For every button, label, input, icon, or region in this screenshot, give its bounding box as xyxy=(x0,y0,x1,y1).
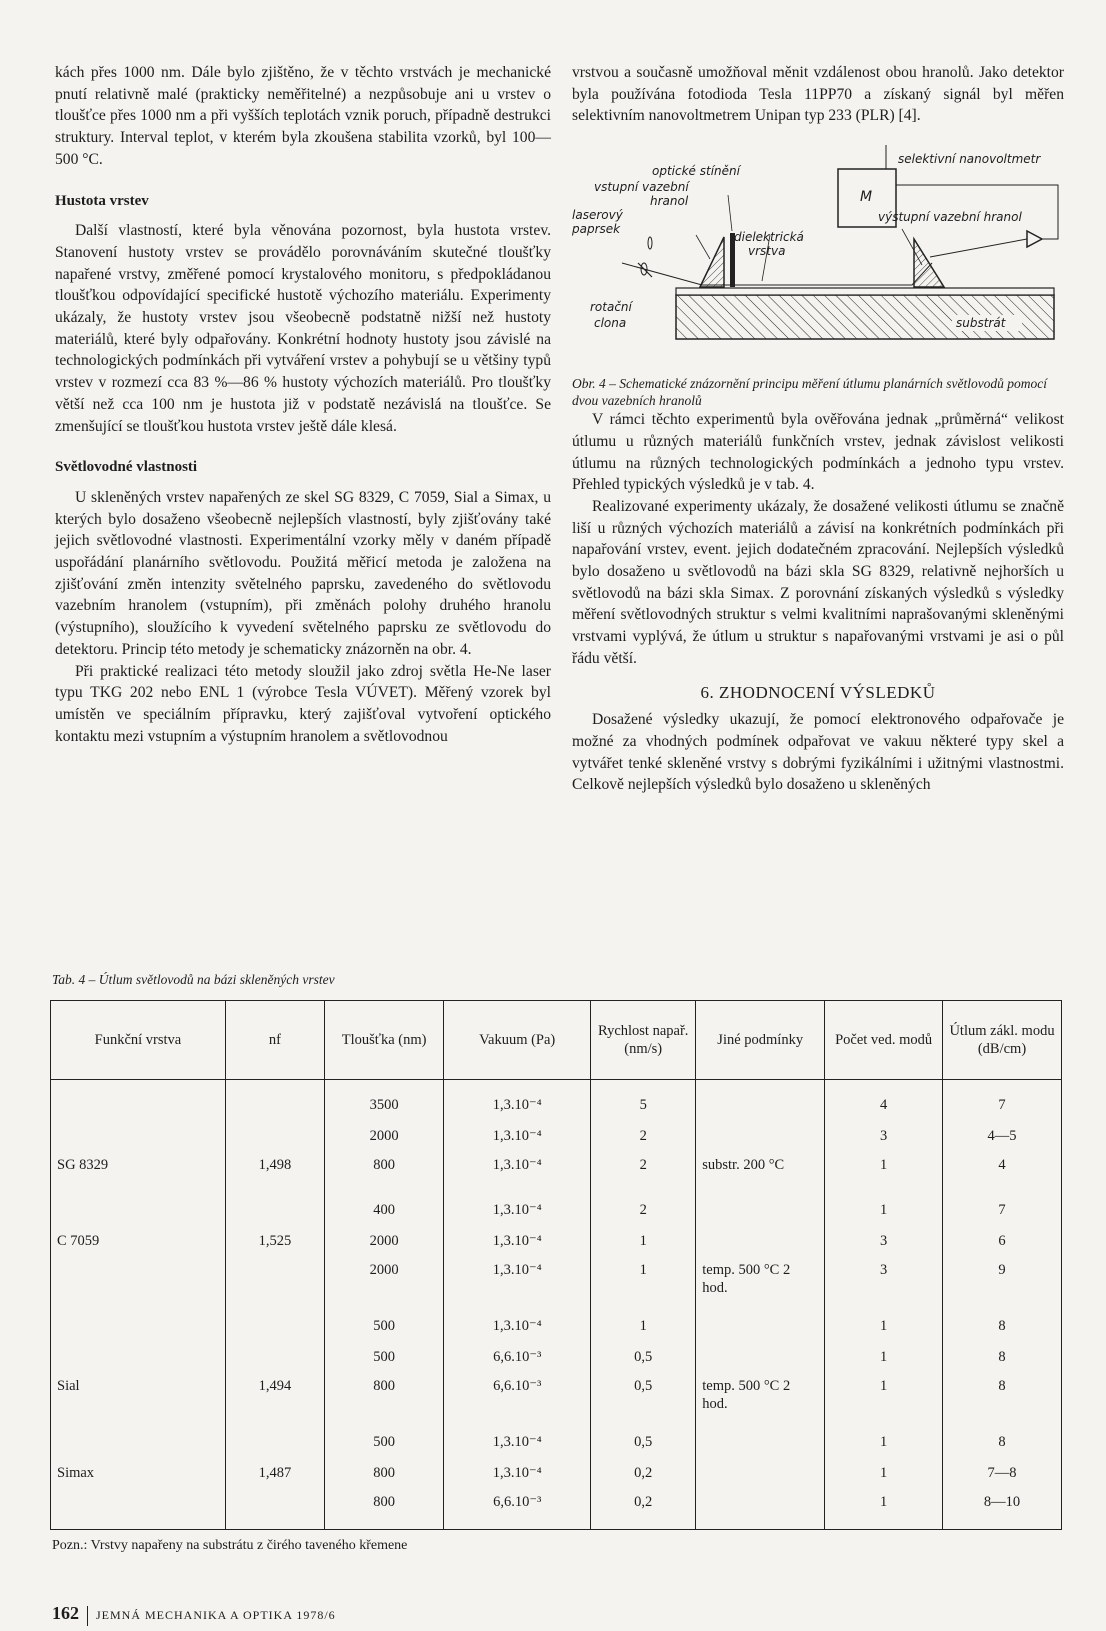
cell: 9 xyxy=(943,1261,1062,1301)
figure-caption: Obr. 4 – Schematické znázornění principu měření útlumu planárních světlovodů pomocí dvou vazebních hranolů xyxy=(572,376,1048,409)
paragraph: Další vlastností, které byla věnována pozornost, byla hustota vrstev. Stanovení hustoty vrstev se provádělo porovnáváním skutečné tloušťky napařené vrstvy, změřené pomocí krystalového monitoru, s předpokládanou tloušťkou odpovídající specifické hustotě výchozího materiálu. Experimenty ukázaly, že hustoty vrstev jsou všeobecně podstatně nižší než hustoty materiálů, které byly odpařovány. Konkrétní hodnoty hustoty jsou závislé na technologických podmínkách při vytváření vrstev a pohybují se u většiny typů vrstev v rozmezí cca 83 %—86 % hustoty výchozích materiálů. Pro tloušťky větší než cca 100 nm je hustota již v podstatě nezávislá na tloušťce. Se zmenšující se tloušťkou hustota vrstev ještě dále klesá. xyxy=(55,222,551,435)
cell: 8 xyxy=(943,1348,1062,1377)
output-prism xyxy=(914,239,944,287)
cell: 800 xyxy=(325,1377,444,1417)
cell: 1 xyxy=(825,1301,943,1348)
cell: 1 xyxy=(825,1464,943,1493)
right-column xyxy=(572,62,1064,796)
cell xyxy=(696,1348,825,1377)
paragraph: Realizované experimenty ukázaly, že dosažené velikosti útlumu se značně liší u různých výchozích materiálů a závisí na konkrétních podmínkách při napařování vrstev, event. jejich dodatečném zpracování. Nejlepších výsledků bylo dosaženo u světlovodů na bázi skla SG 8329, relativně nejhorších u světlovodů na bázi skla Simax. Z porovnání získaných výsledků s výsledky měření světlovodných struktur s velmi kvalitními naprašovanými skleněnými vrstvami vyplývá, že útlum u struktur s napařovanými vrstvami je asi o půl řádu větší. xyxy=(572,497,1064,667)
paragraph: kách přes 1000 nm. Dále bylo zjištěno, že v těchto vrstvách je mechanické pnutí relativně malé (prakticky neměřitelné) a nezpůsobuje ani u vrstev o tloušťce přes 1000 nm a při vyšších teplotách vznik poruch, případně destrukci struktury. Interval teplot, v kterém byla zkoušena stabilita vzorků, byl 100—500 °C. xyxy=(55,64,551,168)
label-input-prism: vstupní vazební xyxy=(594,180,689,195)
label-aperture: clona xyxy=(594,316,627,331)
label-m: M xyxy=(860,189,873,206)
table-header-row xyxy=(51,1001,1062,1080)
header-attenuation: Útlum zákl. modu (dB/cm) xyxy=(943,1001,1062,1080)
cell: 0,5 xyxy=(591,1348,696,1377)
cell: 7 xyxy=(943,1080,1062,1127)
cell: 8 xyxy=(943,1377,1062,1417)
cell: 1,3.10⁻⁴ xyxy=(444,1127,591,1156)
paragraph: U skleněných vrstev napařených ze skel SG 8329, C 7059, Sial a Simax, u kterých bylo dosaženo všeobecně nejlepších vlastností, byly zjišťovány také jejich světlovodné vlastnosti. Experimentální vzorky měly v daném případě uspořádání planárního světlovodu. Použitá měřicí metoda je založena na zjišťování změn intenzity světelného paprsku, zavedeného do světlovodu vazebním hranolem (vstupním), při změnách polohy druhého hranolu (výstupního), sloužícího k vyvedení světelného paprsku ze světlovodu do detektoru. Princip této metody je schematicky znázorněn na obr. 4. xyxy=(55,488,551,658)
cell: 4—5 xyxy=(943,1127,1062,1156)
table-caption: Tab. 4 – Útlum světlovodů na bázi skleněných vrstev xyxy=(52,972,335,987)
label-rotating: rotační xyxy=(590,300,632,315)
cell: 7 xyxy=(943,1185,1062,1232)
cell: 8 xyxy=(943,1301,1062,1348)
cell xyxy=(696,1232,825,1261)
cell xyxy=(225,1261,324,1301)
cell: 6 xyxy=(943,1232,1062,1261)
cell xyxy=(51,1185,226,1232)
table-row xyxy=(51,1377,1062,1417)
cell: 1 xyxy=(825,1348,943,1377)
table-row xyxy=(51,1232,1062,1261)
cell: 7—8 xyxy=(943,1464,1062,1493)
cell: temp. 500 °C 2 hod. xyxy=(696,1377,825,1417)
cell: 500 xyxy=(325,1417,444,1464)
cell: 2 xyxy=(591,1185,696,1232)
table-row xyxy=(51,1301,1062,1348)
cell: 3 xyxy=(825,1127,943,1156)
cell xyxy=(51,1127,226,1156)
cell xyxy=(51,1493,226,1529)
cell: temp. 500 °C 2 hod. xyxy=(696,1261,825,1301)
cell xyxy=(225,1348,324,1377)
cell: 1,3.10⁻⁴ xyxy=(444,1185,591,1232)
attenuation-table xyxy=(50,1000,1062,1530)
cell: 1,3.10⁻⁴ xyxy=(444,1301,591,1348)
paragraph: Při praktické realizaci této metody sloužil jako zdroj světla He-Ne laser typu TKG 202 nebo ENL 1 (výrobce Tesla VÚVET). Měřený vzorek byl umístěn ve speciálním přípravku, který zajišťoval vytvoření optického kontaktu mezi vstupním a výstupním hranolem a světlovodnou xyxy=(55,662,551,745)
cell: 1 xyxy=(825,1493,943,1529)
label-selective-nanovoltmeter: selektivní nanovoltmetr xyxy=(898,152,1041,167)
cell: 1 xyxy=(825,1377,943,1417)
cell: 1,494 xyxy=(225,1377,324,1417)
cell: substr. 200 °C xyxy=(696,1156,825,1185)
label-optical-shield: optické stínění xyxy=(652,164,740,179)
cell: 8—10 xyxy=(943,1493,1062,1529)
dielectric-layer xyxy=(676,288,1054,295)
cell xyxy=(225,1493,324,1529)
cell: Sial xyxy=(51,1377,226,1417)
table-row xyxy=(51,1127,1062,1156)
header-functional-layer: Funkční vrstva xyxy=(51,1001,226,1080)
cell: 2000 xyxy=(325,1127,444,1156)
cell: 1,498 xyxy=(225,1156,324,1185)
cell: 800 xyxy=(325,1464,444,1493)
cell: 1,3.10⁻⁴ xyxy=(444,1232,591,1261)
cell: 2000 xyxy=(325,1232,444,1261)
cell: 6,6.10⁻³ xyxy=(444,1348,591,1377)
cell: 1,3.10⁻⁴ xyxy=(444,1080,591,1127)
cell: 2 xyxy=(591,1156,696,1185)
cell: 1 xyxy=(825,1156,943,1185)
laser-beam xyxy=(622,263,932,285)
cell xyxy=(225,1417,324,1464)
cell xyxy=(51,1417,226,1464)
cell: 5 xyxy=(591,1080,696,1127)
cell: 1 xyxy=(591,1261,696,1301)
cell xyxy=(696,1185,825,1232)
cell: 3 xyxy=(825,1232,943,1261)
cell: 800 xyxy=(325,1493,444,1529)
cell: 0,2 xyxy=(591,1464,696,1493)
figure-4-diagram xyxy=(572,145,1064,375)
page-number: 162 xyxy=(52,1603,79,1623)
cell: 3500 xyxy=(325,1080,444,1127)
table-row xyxy=(51,1261,1062,1301)
section-heading-evaluation: 6. ZHODNOCENÍ VÝSLEDKŮ xyxy=(700,682,936,702)
header-conditions: Jiné podmínky xyxy=(696,1001,825,1080)
table-row xyxy=(51,1493,1062,1529)
cell: SG 8329 xyxy=(51,1156,226,1185)
output-beam xyxy=(930,239,1027,257)
journal-name: JEMNÁ MECHANIKA A OPTIKA 1978/6 xyxy=(96,1608,336,1622)
label-prism: hranol xyxy=(650,194,689,209)
cell xyxy=(51,1261,226,1301)
cell: 1 xyxy=(825,1185,943,1232)
cell: 8 xyxy=(943,1417,1062,1464)
section-heading-density: Hustota vrstev xyxy=(55,192,149,209)
cell: 1,3.10⁻⁴ xyxy=(444,1156,591,1185)
label-layer: vrstva xyxy=(748,244,786,259)
label-output-prism: výstupní vazební hranol xyxy=(878,210,1022,225)
cell: 4 xyxy=(825,1080,943,1127)
cell xyxy=(696,1080,825,1127)
paragraph: vrstvou a současně umožňoval měnit vzdálenost obou hranolů. Jako detektor byla používána fotodioda Tesla 11PP70 a získaný signál byl měřen selektivním nanovoltmetrem Unipan typ 233 (PLR) [4]. xyxy=(572,64,1064,125)
header-nf: nf xyxy=(225,1001,324,1080)
cell: 2 xyxy=(591,1127,696,1156)
table-note: Pozn.: Vrstvy napařeny na substrátu z čirého taveného křemene xyxy=(52,1538,408,1553)
label-dielectric: dielektrická xyxy=(734,230,804,245)
label-beam: paprsek xyxy=(572,222,621,237)
cell: 1,3.10⁻⁴ xyxy=(444,1464,591,1493)
cell: 500 xyxy=(325,1301,444,1348)
table-row xyxy=(51,1464,1062,1493)
cell: 6,6.10⁻³ xyxy=(444,1493,591,1529)
cell: 400 xyxy=(325,1185,444,1232)
cell: 6,6.10⁻³ xyxy=(444,1377,591,1417)
cell xyxy=(225,1185,324,1232)
header-rate: Rychlost napař. (nm/s) xyxy=(591,1001,696,1080)
cell: 0,2 xyxy=(591,1493,696,1529)
cell: 800 xyxy=(325,1156,444,1185)
cell xyxy=(696,1464,825,1493)
cell: Simax xyxy=(51,1464,226,1493)
cell xyxy=(696,1417,825,1464)
label-substrate: substrát xyxy=(956,316,1006,331)
paragraph: V rámci těchto experimentů byla ověřována jednak „průměrná“ velikost útlumu u různých materiálů funkčních vrstev, jednak závislost velikosti útlumu na různých technologických podmínkách a jednoho typu vrstev. Přehled typických výsledků je v tab. 4. xyxy=(572,411,1064,494)
cell: 1 xyxy=(591,1301,696,1348)
cell: 1,3.10⁻⁴ xyxy=(444,1417,591,1464)
cell: 1 xyxy=(825,1417,943,1464)
cell xyxy=(51,1080,226,1127)
cell xyxy=(696,1127,825,1156)
header-vacuum: Vakuum (Pa) xyxy=(444,1001,591,1080)
table-row xyxy=(51,1348,1062,1377)
header-modes: Počet ved. modů xyxy=(825,1001,943,1080)
cell: 1,487 xyxy=(225,1464,324,1493)
table-row xyxy=(51,1156,1062,1185)
photodiode-icon xyxy=(1027,231,1042,247)
cell: 500 xyxy=(325,1348,444,1377)
table-row xyxy=(51,1417,1062,1464)
cell xyxy=(225,1301,324,1348)
table-row xyxy=(51,1185,1062,1232)
cell xyxy=(225,1127,324,1156)
footer-divider xyxy=(87,1606,88,1626)
cell: C 7059 xyxy=(51,1232,226,1261)
cell: 1,3.10⁻⁴ xyxy=(444,1261,591,1301)
cell xyxy=(696,1493,825,1529)
cell: 2000 xyxy=(325,1261,444,1301)
header-thickness: Tloušťka (nm) xyxy=(325,1001,444,1080)
cell: 1,525 xyxy=(225,1232,324,1261)
cell: 0,5 xyxy=(591,1417,696,1464)
cell: 0,5 xyxy=(591,1377,696,1417)
cell xyxy=(51,1348,226,1377)
input-prism xyxy=(700,237,724,287)
page-footer xyxy=(52,1603,336,1626)
cell xyxy=(51,1301,226,1348)
cell xyxy=(225,1080,324,1127)
cell: 3 xyxy=(825,1261,943,1301)
table-row xyxy=(51,1080,1062,1127)
left-column xyxy=(55,62,551,747)
cell: 1 xyxy=(591,1232,696,1261)
section-heading-lightguide: Světlovodné vlastnosti xyxy=(55,459,198,476)
paragraph: Dosažené výsledky ukazují, že pomocí elektronového odpařovače je možné za vhodných podmínek odpařovat ve vakuu některé typy skel a vytvářet tenké skleněné vrstvy s dobrými fyzikálními i užitnými vlastnostmi. Celkově nejlepších výsledků bylo dosaženo u skleněných xyxy=(572,711,1064,794)
cell: 4 xyxy=(943,1156,1062,1185)
label-laser: laserový xyxy=(572,208,623,223)
cell xyxy=(696,1301,825,1348)
